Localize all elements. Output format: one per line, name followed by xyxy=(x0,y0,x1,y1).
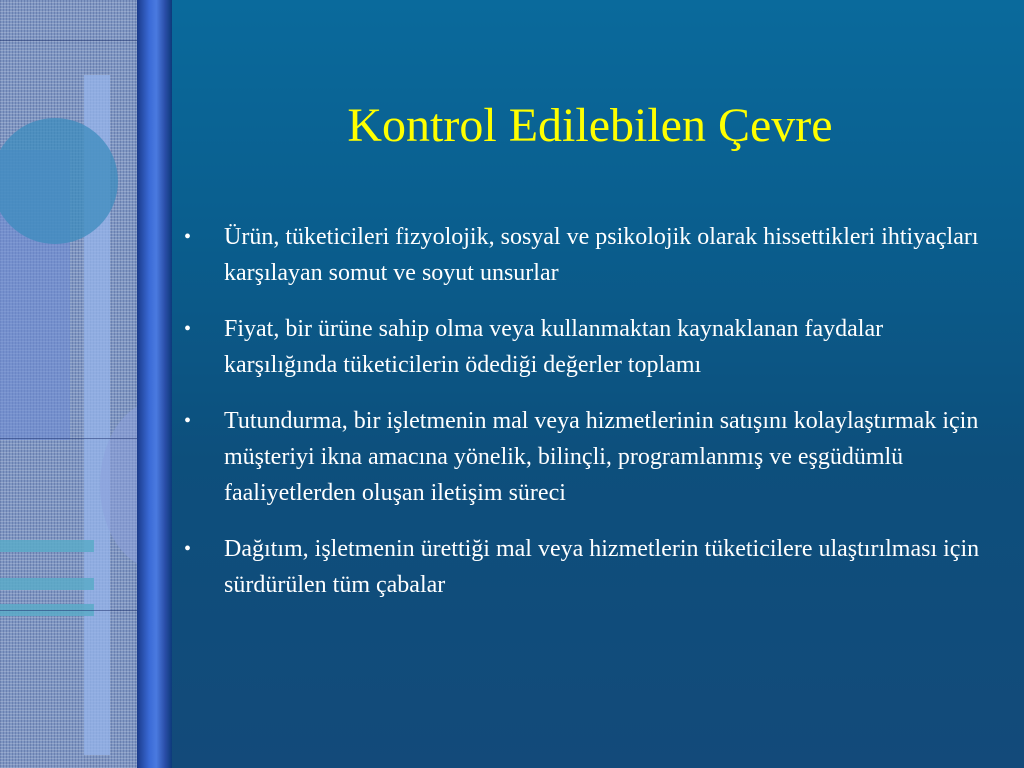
decorative-divider xyxy=(0,40,140,41)
bullet-marker-icon: • xyxy=(184,318,192,340)
bullet-item xyxy=(182,403,1002,511)
decorative-divider xyxy=(0,438,140,439)
bullet-marker-icon: • xyxy=(184,410,192,432)
decorative-divider xyxy=(0,610,140,611)
decorative-horizontal-band xyxy=(0,540,94,552)
slide-title: Kontrol Edilebilen Çevre xyxy=(347,99,833,152)
bullet-text: Dağıtım, işletmenin ürettiği mal veya hizmetlerin tüketicilere ulaştırılması için sürdürülen tüm çabalar xyxy=(224,536,980,598)
bullet-item xyxy=(182,531,1002,603)
bullet-item xyxy=(182,219,1002,291)
bullet-text: Ürün, tüketicileri fizyolojik, sosyal ve psikolojik olarak hissettikleri ihtiyaçları karşılayan somut ve soyut unsurlar xyxy=(224,224,979,286)
bullet-marker-icon: • xyxy=(184,226,192,248)
decorative-gradient-edge xyxy=(137,0,172,768)
bullet-item xyxy=(182,311,1002,383)
decorative-texture-strip xyxy=(0,0,140,768)
bullet-text: Fiyat, bir ürüne sahip olma veya kullanmaktan kaynaklanan faydalar karşılığında tüketicilerin ödediği değerler toplamı xyxy=(224,316,884,378)
bullet-text: Tutundurma, bir işletmenin mal veya hizmetlerinin satışını kolaylaştırmak için müşteriyi ikna amacına yönelik, bilinçli, programlanmış ve eşgüdümlü faaliyetlerden oluşan iletişim süreci xyxy=(224,408,979,506)
bullet-list xyxy=(182,219,1002,623)
decorative-horizontal-band xyxy=(0,578,94,590)
bullet-marker-icon: • xyxy=(184,538,192,560)
